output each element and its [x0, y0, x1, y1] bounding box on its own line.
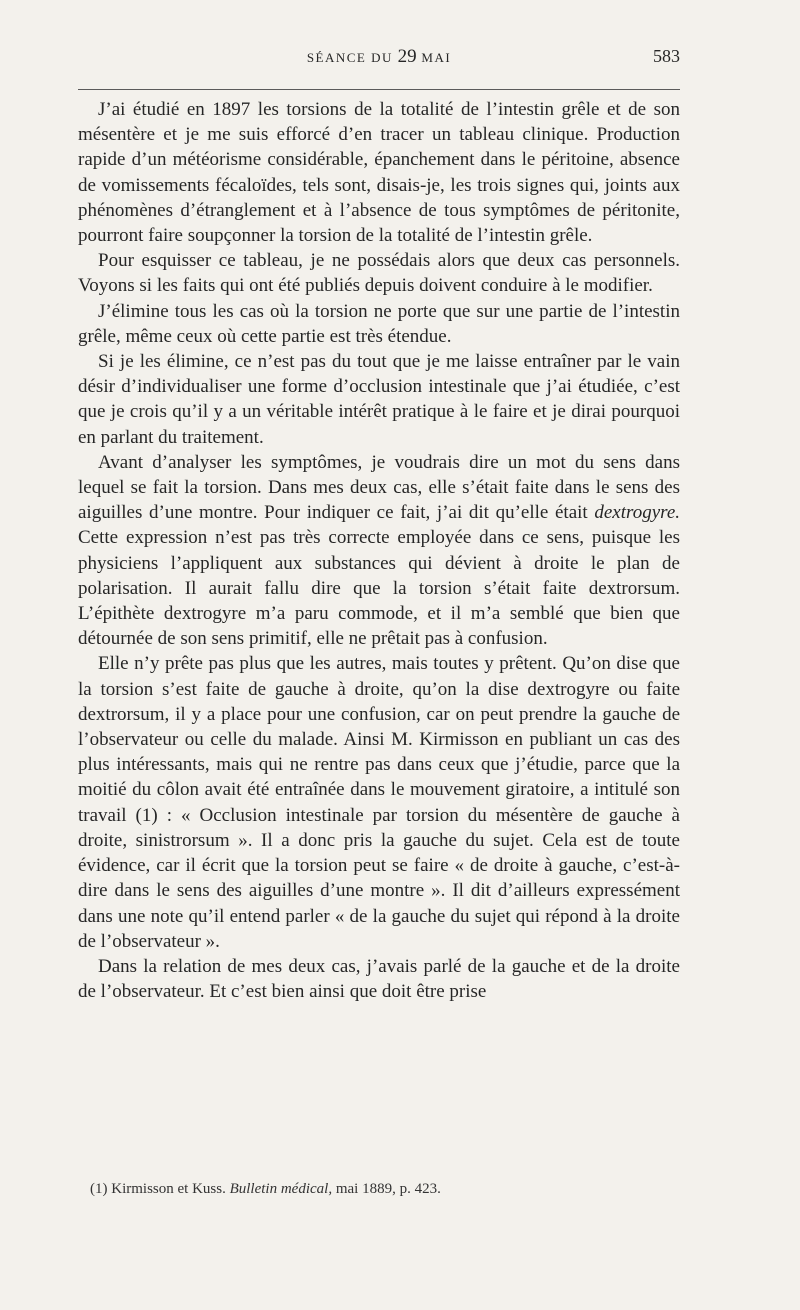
- paragraph-1: J’ai étudié en 1897 les torsions de la totalité de l’intestin grêle et de son mésentère et je me suis efforcé d’en tracer un tableau clinique. Production rapide d’un météorisme considérable, épanchement dans le péritoine, absence de vomissements fécaloïdes, tels sont, disais-je, les trois signes qui, joints aux phénomènes d’étranglement et à l’absence de tous symptômes de péritonite, pourront faire soupçonner la torsion de la totalité de l’intestin grêle.: [78, 99, 680, 247]
- running-head-du: DU: [371, 50, 393, 65]
- footnote: [90, 1179, 680, 1199]
- paragraph-5: [78, 450, 680, 652]
- italic-term-dextrogyre: dextrogyre.: [594, 502, 680, 524]
- paragraph-6: Elle n’y prête pas plus que les autres, mais toutes y prêtent. Qu’on dise que la torsion s’est faite de gauche à droite, qu’on la dise dextrogyre ou faite dextrorsum, il y a place pour une confusion, car on peut prendre la gauche de l’observateur ou celle du malade. Ainsi M. Kirmisson en publiant un cas des plus intéressants, mais qui ne rentre pas dans ceux que j’étudie, parce que la moitié du côlon avait été entraînée dans le mouvement giratoire, a intitulé son travail (1) : « Occlusion intestinale par torsion du mésentère de gauche à droite, sinistrorsum ». Il a donc pris la gauche du sujet. Cela est de toute évidence, car il écrit que la torsion peut se faire « de droite à gauche, c’est-à-dire dans le sens des aiguilles d’une montre ». Il dit d’ailleurs expressément dans une note qu’il entend parler « de la gauche du sujet qui répond à la droite de l’observateur ».: [78, 653, 680, 952]
- footnote-journal: Bulletin médical,: [229, 1181, 333, 1197]
- paragraph-4: Si je les élimine, ce n’est pas du tout que je me laisse entraîner par le vain désir d’individualiser une forme d’occlusion intestinale que j’ai étudiée, c’est que je crois qu’il y a un véritable intérêt pratique à le faire et je dirai pourquoi en parlant du traitement.: [78, 351, 680, 448]
- running-head: [78, 46, 680, 68]
- main-text: [78, 97, 680, 1004]
- page-number: 583: [653, 46, 680, 66]
- paragraph-2: Pour esquisser ce tableau, je ne possédais alors que deux cas personnels. Voyons si les faits qui ont été publiés depuis doivent conduire à le modifier.: [78, 250, 680, 297]
- footnote-marker: (1): [90, 1181, 108, 1197]
- paragraph-5-part-a: Avant d’analyser les symptômes, je voudrais dire un mot du sens dans lequel se fait la torsion. Dans mes deux cas, elle s’était faite dans le sens des aiguilles d’une montre. Pour indiquer ce fait, j’ai dit qu’elle était: [78, 451, 680, 524]
- paragraph-5-part-b: Cette expression n’est pas très correcte employée dans ce sens, puisque les physiciens l’appliquent aux substances qui dévient à droite le plan de polarisation. Il aurait fallu dire que la torsion s’était faite dextrorsum. L’épithète dextrogyre m’a paru commode, et il m’a semblé que bien que détournée de son sens primitif, elle ne prêtait pas à confusion.: [78, 527, 680, 650]
- footnote-authors: Kirmisson et Kuss.: [107, 1181, 230, 1197]
- running-head-month: MAI: [421, 50, 452, 65]
- paragraph-7: Dans la relation de mes deux cas, j’avais parlé de la gauche et de la droite de l’observateur. Et c’est bien ainsi que doit être prise: [78, 955, 680, 1003]
- paragraph-3: J’élimine tous les cas où la torsion ne porte que sur une partie de l’intestin grêle, même ceux où cette partie est très étendue.: [78, 300, 680, 347]
- page-header: [78, 46, 680, 70]
- header-rule: [78, 89, 680, 90]
- running-head-seance: SÉANCE: [306, 50, 367, 65]
- footnote-details: mai 1889, p. 423.: [332, 1181, 441, 1197]
- running-head-day: 29: [397, 46, 417, 67]
